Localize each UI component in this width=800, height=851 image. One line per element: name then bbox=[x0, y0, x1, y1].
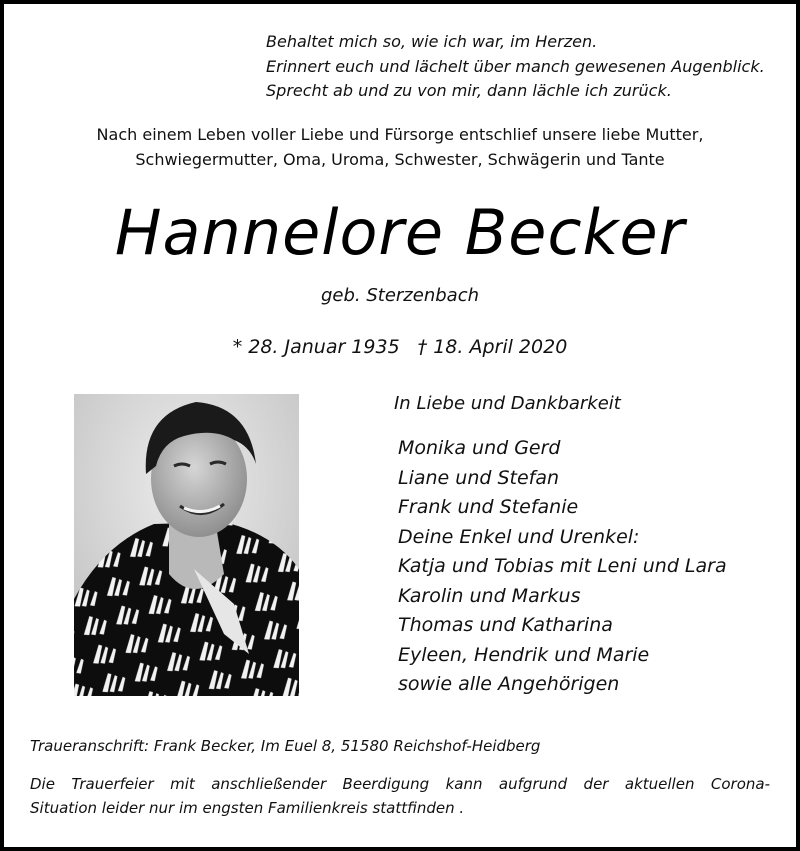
mourner-line: Thomas und Katharina bbox=[398, 614, 613, 636]
intro-line: Nach einem Leben voller Liebe und Fürsorge entschlief unsere liebe Mutter, bbox=[96, 125, 704, 144]
poem-line: Sprecht ab und zu von mir, dann lächle ich zurück. bbox=[266, 81, 672, 100]
intro-line: Schwiegermutter, Oma, Uroma, Schwester, Schwägerin und Tante bbox=[135, 150, 665, 169]
poem-line: Behaltet mich so, wie ich war, im Herzen. bbox=[266, 32, 598, 51]
poem-line: Erinnert euch und lächelt über manch gewesenen Augenblick. bbox=[266, 56, 765, 76]
mourner-line: Frank und Stefanie bbox=[398, 496, 579, 518]
death-date: † 18. April 2020 bbox=[417, 336, 568, 358]
mourner-line: Liane und Stefan bbox=[398, 466, 560, 489]
birth-date: * 28. Januar 1935 bbox=[232, 336, 400, 358]
mourner-line: Eyleen, Hendrik und Marie bbox=[398, 643, 650, 666]
notice-line: Die Trauerfeier mit anschließender Beerdigung kann aufgrund der aktuellen Corona- bbox=[30, 775, 770, 793]
mourner-line: sowie alle Angehörigen bbox=[398, 673, 620, 695]
birth-name: geb. Sterzenbach bbox=[320, 285, 480, 306]
mourners-list bbox=[398, 434, 727, 700]
thanks-line: In Liebe und Dankbarkeit bbox=[394, 393, 621, 414]
portrait-photo bbox=[74, 394, 299, 696]
mourner-line: Katja und Tobias mit Leni und Lara bbox=[398, 555, 727, 577]
life-dates bbox=[0, 336, 800, 358]
notice-line: Situation leider nur im engsten Familienkreis stattfinden . bbox=[30, 799, 465, 817]
intro-text bbox=[0, 122, 800, 172]
deceased-name: Hannelore Becker bbox=[114, 196, 686, 269]
mourner-line: Deine Enkel und Urenkel: bbox=[398, 525, 640, 548]
mourner-line: Karolin und Markus bbox=[398, 584, 581, 607]
mourner-line: Monika und Gerd bbox=[398, 437, 561, 459]
funeral-notice bbox=[30, 772, 770, 820]
poem bbox=[266, 30, 765, 104]
mourning-address: Traueranschrift: Frank Becker, Im Euel 8, 51580 Reichshof-Heidberg bbox=[30, 737, 541, 755]
